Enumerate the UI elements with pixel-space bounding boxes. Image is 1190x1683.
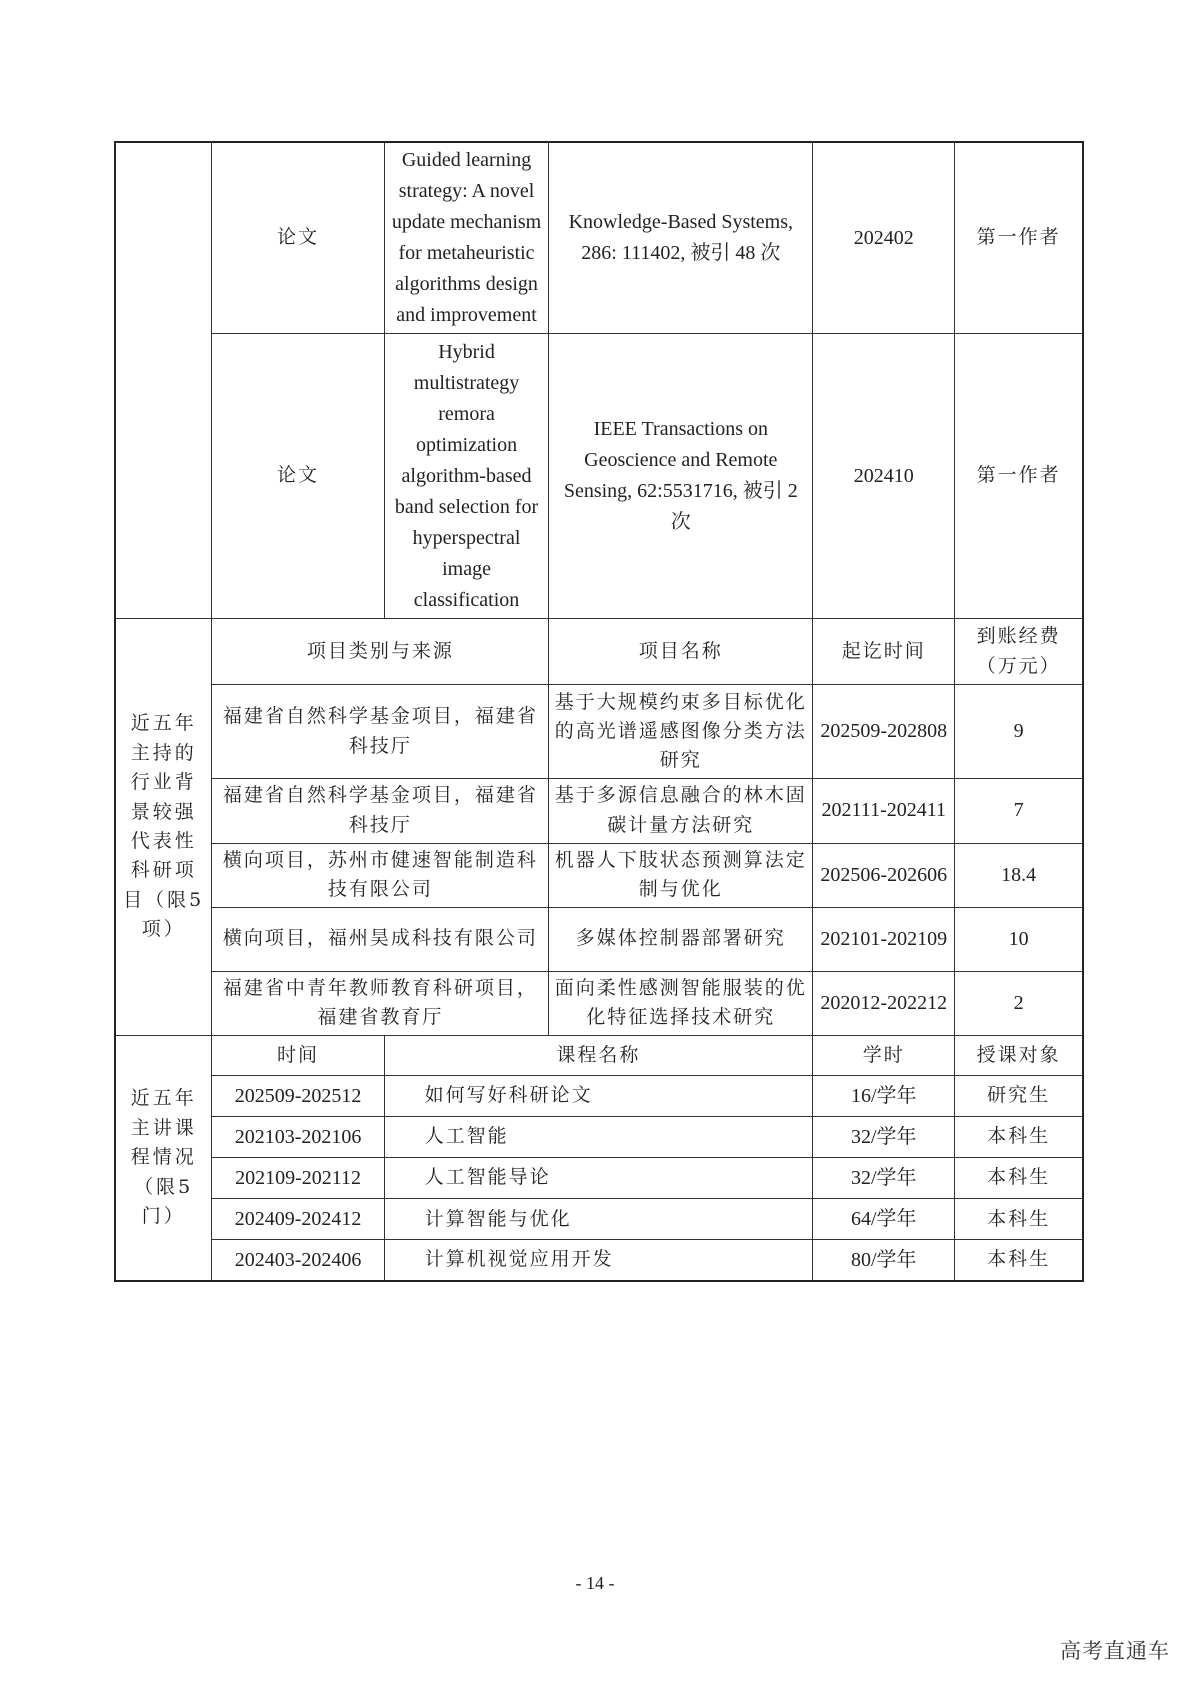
projects-section-label: 近五年主持的行业背景较强代表性科研项目（限5项） [115,619,212,1036]
course-audience: 本科生 [955,1240,1083,1281]
projects-header-row [115,619,1083,685]
project-name: 机器人下肢状态预测算法定制与优化 [549,843,813,907]
course-row [115,1199,1083,1240]
header-course-name: 课程名称 [384,1035,813,1075]
project-category: 福建省自然科学基金项目，福建省科技厅 [212,685,549,779]
course-time: 202403-202406 [212,1240,384,1281]
paper-title: Guided learning strategy: A novel update mechanism for metaheuristic algorithms design and improvement [384,142,549,334]
project-row [115,685,1083,779]
course-hours: 32/学年 [813,1158,955,1199]
project-row [115,779,1083,843]
project-category: 福建省自然科学基金项目，福建省科技厅 [212,779,549,843]
course-row [115,1117,1083,1158]
course-hours: 32/学年 [813,1117,955,1158]
paper-title: Hybrid multistrategy remora optimization algorithm-based band selection for hyperspectral image classification [384,334,549,619]
paper-journal: Knowledge-Based Systems, 286: 111402, 被引 48 次 [549,142,813,334]
header-course-time: 时间 [212,1035,384,1075]
project-name: 多媒体控制器部署研究 [549,907,813,971]
paper-role: 第一作者 [955,142,1083,334]
header-course-hours: 学时 [813,1035,955,1075]
project-row [115,843,1083,907]
project-period: 202509-202808 [813,685,955,779]
paper-row [115,142,1083,334]
header-project-category: 项目类别与来源 [212,619,549,685]
paper-type: 论文 [212,334,384,619]
project-row [115,907,1083,971]
course-row [115,1076,1083,1117]
course-name: 计算机视觉应用开发 [384,1240,813,1281]
course-time: 202509-202512 [212,1076,384,1117]
course-time: 202103-202106 [212,1117,384,1158]
project-funding: 7 [955,779,1083,843]
course-audience: 研究生 [955,1076,1083,1117]
course-hours: 16/学年 [813,1076,955,1117]
page-number: - 14 - [575,1573,615,1593]
course-audience: 本科生 [955,1158,1083,1199]
project-funding: 10 [955,907,1083,971]
header-project-funding: 到账经费（万元） [955,619,1083,685]
project-funding: 18.4 [955,843,1083,907]
achievement-table [114,141,1084,1282]
course-hours: 80/学年 [813,1240,955,1281]
course-hours: 64/学年 [813,1199,955,1240]
paper-type: 论文 [212,142,384,334]
project-name: 基于大规模约束多目标优化的高光谱遥感图像分类方法研究 [549,685,813,779]
watermark: 高考直通车 [1060,1639,1170,1663]
project-period: 202506-202606 [813,843,955,907]
project-period: 202111-202411 [813,779,955,843]
course-row [115,1240,1083,1281]
papers-section-label [115,142,212,619]
header-project-name: 项目名称 [549,619,813,685]
course-name: 计算智能与优化 [384,1199,813,1240]
course-name: 人工智能 [384,1117,813,1158]
project-category: 福建省中青年教师教育科研项目，福建省教育厅 [212,971,549,1035]
courses-header-row [115,1035,1083,1075]
project-name: 面向柔性感测智能服装的优化特征选择技术研究 [549,971,813,1035]
project-category: 横向项目，苏州市健速智能制造科技有限公司 [212,843,549,907]
course-time: 202409-202412 [212,1199,384,1240]
course-name: 如何写好科研论文 [384,1076,813,1117]
course-audience: 本科生 [955,1199,1083,1240]
paper-role: 第一作者 [955,334,1083,619]
project-row [115,971,1083,1035]
project-funding: 2 [955,971,1083,1035]
course-row [115,1158,1083,1199]
header-project-period: 起讫时间 [813,619,955,685]
courses-section-label: 近五年主讲课程情况（限5门） [115,1035,212,1281]
header-course-audience: 授课对象 [955,1035,1083,1075]
paper-date: 202410 [813,334,955,619]
project-name: 基于多源信息融合的林木固碳计量方法研究 [549,779,813,843]
project-funding: 9 [955,685,1083,779]
paper-row [115,334,1083,619]
course-name: 人工智能导论 [384,1158,813,1199]
course-time: 202109-202112 [212,1158,384,1199]
project-category: 横向项目，福州昊成科技有限公司 [212,907,549,971]
project-period: 202101-202109 [813,907,955,971]
paper-journal: IEEE Transactions on Geoscience and Remote Sensing, 62:5531716, 被引 2 次 [549,334,813,619]
paper-date: 202402 [813,142,955,334]
course-audience: 本科生 [955,1117,1083,1158]
project-period: 202012-202212 [813,971,955,1035]
